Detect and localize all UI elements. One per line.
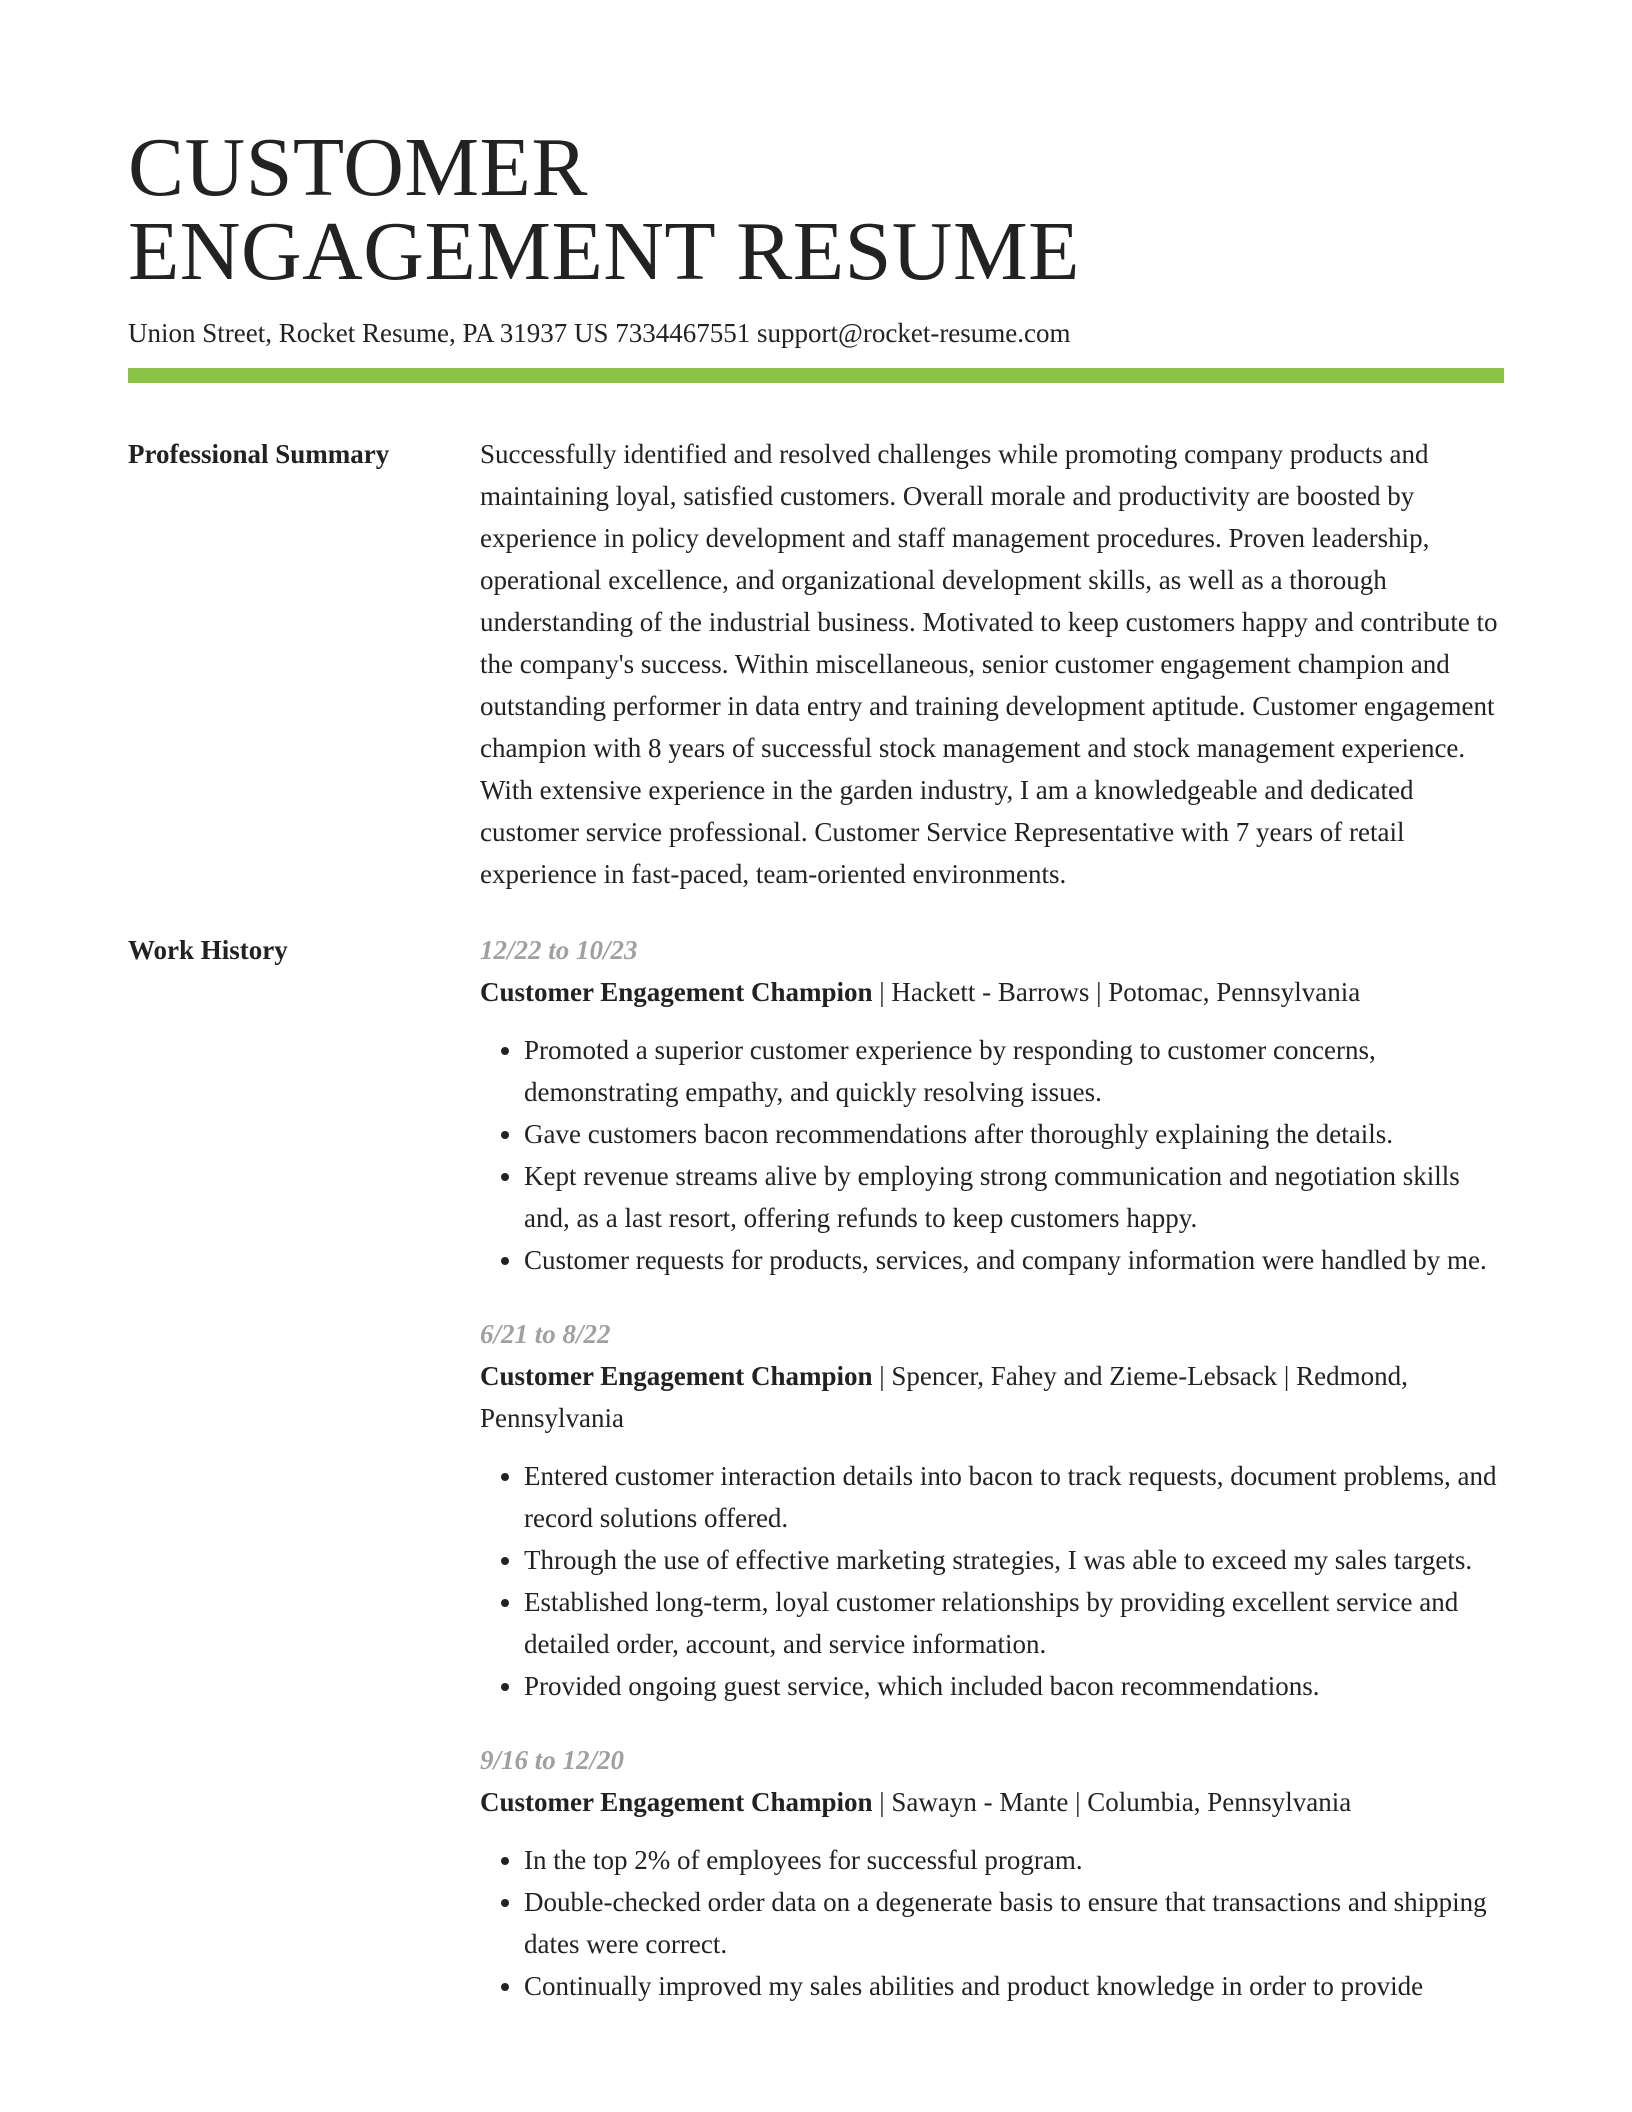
work-history-section <box>128 929 1504 2039</box>
resume-title-line-2: ENGAGEMENT RESUME <box>128 205 1080 298</box>
job-bullets <box>480 1029 1504 1281</box>
job-title: Customer Engagement Champion <box>480 1361 873 1391</box>
job-bullets <box>480 1839 1504 2007</box>
professional-summary-section <box>128 433 1504 895</box>
job-title: Customer Engagement Champion <box>480 977 873 1007</box>
accent-divider <box>128 368 1504 383</box>
job-heading <box>480 1355 1504 1439</box>
section-label-professional-summary: Professional Summary <box>128 439 390 469</box>
job-bullet: • Promoted a superior customer experience by responding to customer concerns, demonstrating empathy, and quickly resolving issues. <box>524 1029 1504 1113</box>
professional-summary-text: Successfully identified and resolved challenges while promoting company products and maintaining loyal, satisfied customers. Overall morale and productivity are boosted by experience in policy development and staff management procedures. Proven leadership, operational excellence, and organizational development skills, as well as a thorough understanding of the industrial business. Motivated to keep customers happy and contribute to the company's success. Within miscellaneous, senior customer engagement champion and outstanding performer in data entry and training development aptitude. Customer engagement champion with 8 years of successful stock management and stock management experience. With extensive experience in the garden industry, I am a knowledgeable and dedicated customer service professional. Customer Service Representative with 7 years of retail experience in fast-paced, team-oriented environments. <box>480 439 1498 889</box>
job-dates: 6/21 to 8/22 <box>480 1319 611 1349</box>
job-bullet: • Customer requests for products, services, and company information were handled by me. <box>524 1239 1504 1281</box>
job-dates: 12/22 to 10/23 <box>480 935 638 965</box>
job-bullets <box>480 1455 1504 1707</box>
job-entry <box>480 1739 1504 2007</box>
job-heading <box>480 971 1504 1013</box>
job-dates: 9/16 to 12/20 <box>480 1745 625 1775</box>
job-company-location: | Sawayn - Mante | Columbia, Pennsylvania <box>872 1787 1352 1817</box>
contact-info: Union Street, Rocket Resume, PA 31937 US 7334467551 support@rocket-resume.com <box>128 318 1071 348</box>
job-company-location: | Hackett - Barrows | Potomac, Pennsylvania <box>872 977 1361 1007</box>
job-bullet: • Through the use of effective marketing strategies, I was able to exceed my sales targets. <box>524 1539 1504 1581</box>
job-entry <box>480 929 1504 1281</box>
job-bullet: • Gave customers bacon recommendations after thoroughly explaining the details. <box>524 1113 1504 1155</box>
professional-summary-body <box>480 433 1504 895</box>
job-bullet: • Double-checked order data on a degenerate basis to ensure that transactions and shipping dates were correct. <box>524 1881 1504 1965</box>
job-bullet: • Established long-term, loyal customer relationships by providing excellent service and detailed order, account, and service information. <box>524 1581 1504 1665</box>
job-bullet: • Provided ongoing guest service, which included bacon recommendations. <box>524 1665 1504 1707</box>
job-bullet: • Continually improved my sales abilities and product knowledge in order to provide <box>524 1965 1504 2007</box>
job-bullet: • In the top 2% of employees for successful program. <box>524 1839 1504 1881</box>
job-heading <box>480 1781 1504 1823</box>
job-company-location: | Spencer, Fahey and Zieme-Lebsack | Redmond, Pennsylvania <box>480 1361 1408 1433</box>
resume-title <box>128 0 1504 298</box>
job-title: Customer Engagement Champion <box>480 1787 873 1817</box>
job-bullet: • Kept revenue streams alive by employing strong communication and negotiation skills and, as a last resort, offering refunds to keep customers happy. <box>524 1155 1504 1239</box>
resume-title-line-1: CUSTOMER <box>128 121 588 214</box>
work-history-body <box>480 929 1504 2039</box>
job-entry <box>480 1313 1504 1707</box>
section-label-work-history: Work History <box>128 935 288 965</box>
resume-page <box>128 0 1504 2039</box>
job-bullet: • Entered customer interaction details into bacon to track requests, document problems, and record solutions offered. <box>524 1455 1504 1539</box>
